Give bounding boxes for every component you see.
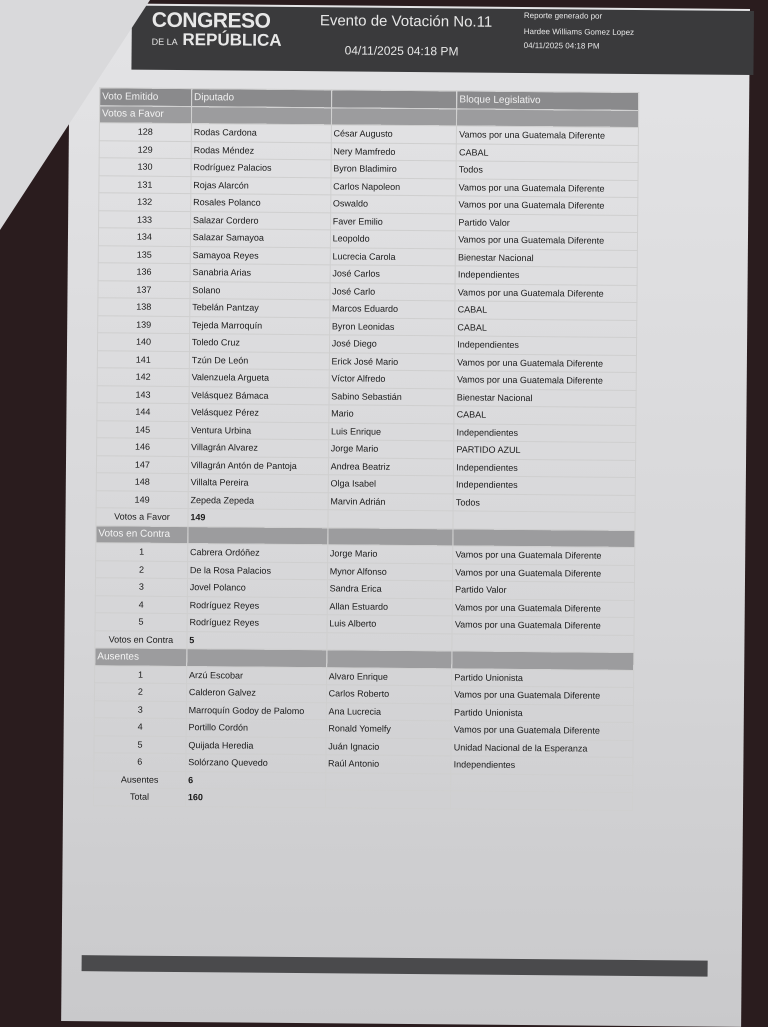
section-total-value: 6 (186, 771, 326, 790)
vote-number: 128 (99, 123, 191, 141)
bloque-legislativo: Bienestar Nacional (455, 248, 637, 267)
vote-number: 135 (98, 245, 190, 263)
vote-number: 142 (97, 368, 189, 386)
bloque-legislativo: Independientes (454, 423, 636, 442)
diputado-apellido: Sanabria Arias (190, 264, 330, 283)
diputado-apellido: Rojas Alarcón (191, 176, 331, 195)
report-date: 04/11/2025 04:18 PM (523, 40, 600, 51)
bloque-legislativo: Todos (453, 493, 635, 512)
vote-number: 6 (94, 753, 186, 771)
vote-number: 5 (95, 613, 187, 631)
votes-table (93, 87, 639, 810)
vote-number: 148 (96, 473, 188, 491)
diputado-nombre: Olga Isabel (328, 475, 454, 494)
section-total-value: 149 (188, 509, 328, 528)
column-header-voto: Voto Emitido (100, 88, 192, 106)
section-title: Votos a Favor (99, 105, 191, 123)
diputado-apellido: Calderon Galvez (186, 684, 326, 703)
vote-number: 149 (96, 490, 188, 508)
diputado-apellido: Salazar Cordero (190, 211, 330, 230)
diputado-nombre: Lucrecia Carola (330, 247, 456, 266)
grand-total-label: Total (94, 788, 186, 806)
vote-number: 130 (99, 158, 191, 176)
bloque-legislativo: Vamos por una Guatemala Diferente (456, 231, 638, 250)
logo-top-text: CONGRESO (151, 8, 271, 33)
column-header-bloque: Bloque Legislativo (457, 91, 639, 110)
diputado-apellido: Toledo Cruz (189, 334, 329, 353)
diputado-apellido: Villalta Pereira (188, 474, 328, 493)
vote-number: 1 (95, 665, 187, 683)
diputado-apellido: Valenzuela Argueta (189, 369, 329, 388)
diputado-nombre: Carlos Roberto (326, 685, 452, 704)
diputado-apellido: Arzú Escobar (186, 666, 326, 685)
diputado-nombre: Mynor Alfonso (327, 562, 453, 581)
vote-number: 133 (99, 210, 191, 228)
vote-number: 145 (97, 420, 189, 438)
bloque-legislativo: Independientes (454, 458, 636, 477)
section-total-label: Ausentes (94, 770, 186, 788)
bloque-legislativo: Independientes (451, 756, 633, 775)
bloque-legislativo: Independientes (455, 266, 637, 285)
vote-number: 144 (97, 403, 189, 421)
logo-bottom-text: REPÚBLICA (182, 30, 282, 50)
bloque-legislativo: Vamos por una Guatemala Diferente (453, 546, 635, 565)
diputado-apellido: Solano (190, 281, 330, 300)
diputado-nombre: Carlos Napoleon (331, 177, 457, 196)
diputado-apellido: Jovel Polanco (187, 579, 327, 598)
vote-number: 132 (99, 193, 191, 211)
grand-total-value: 160 (185, 789, 325, 808)
vote-number: 146 (97, 438, 189, 456)
vote-number: 4 (95, 595, 187, 613)
diputado-nombre: Jorge Mario (327, 545, 453, 564)
diputado-nombre: Faver Emilio (330, 212, 456, 231)
diputado-nombre: José Carlo (330, 282, 456, 301)
bloque-legislativo: CABAL (455, 301, 637, 320)
vote-number: 3 (95, 578, 187, 596)
bloque-legislativo: PARTIDO AZUL (454, 441, 636, 460)
diputado-apellido: Portillo Cordón (186, 719, 326, 738)
vote-number: 4 (94, 718, 186, 736)
bloque-legislativo: Todos (456, 161, 638, 180)
bloque-legislativo: Partido Valor (453, 581, 635, 600)
footer-bar (82, 955, 708, 976)
bloque-legislativo: Vamos por una Guatemala Diferente (454, 371, 636, 390)
diputado-apellido: Villagrán Alvarez (188, 439, 328, 458)
logo-small-text: DE LA (151, 36, 178, 47)
vote-number: 2 (95, 560, 187, 578)
diputado-nombre: Mario (329, 405, 455, 424)
vote-number: 134 (98, 228, 190, 246)
bloque-legislativo: Vamos por una Guatemala Diferente (453, 563, 635, 582)
bloque-legislativo: Vamos por una Guatemala Diferente (452, 598, 634, 617)
section-total-value: 5 (187, 631, 327, 650)
congreso-logo (152, 10, 282, 49)
bloque-legislativo: Partido Unionista (452, 703, 634, 722)
event-title: Evento de Votación No.11 (319, 12, 493, 31)
diputado-nombre: Ronald Yomelfy (326, 720, 452, 739)
printed-page (61, 3, 750, 1027)
bloque-legislativo: Vamos por una Guatemala Diferente (455, 283, 637, 302)
diputado-apellido: Marroquín Godoy de Palomo (186, 701, 326, 720)
diputado-apellido: Zepeda Zepeda (188, 491, 328, 510)
bloque-legislativo: CABAL (455, 318, 637, 337)
diputado-nombre: José Carlos (330, 265, 456, 284)
bloque-legislativo: Independientes (453, 476, 635, 495)
bloque-legislativo: Vamos por una Guatemala Diferente (456, 196, 638, 215)
bloque-legislativo: CABAL (456, 143, 638, 162)
vote-number: 5 (94, 735, 186, 753)
vote-number: 143 (97, 385, 189, 403)
diputado-apellido: Rosales Polanco (191, 194, 331, 213)
diputado-nombre: Luis Enrique (328, 422, 454, 441)
folded-sheet-corner (0, 0, 150, 230)
vote-number: 138 (98, 298, 190, 316)
diputado-nombre: Oswaldo (330, 195, 456, 214)
vote-number: 147 (96, 455, 188, 473)
bloque-legislativo: CABAL (454, 406, 636, 425)
vote-number: 2 (94, 683, 186, 701)
vote-number: 139 (98, 315, 190, 333)
section-title: Ausentes (95, 648, 187, 666)
diputado-apellido: Tejeda Marroquín (189, 316, 329, 335)
diputado-apellido: Velásquez Bámaca (189, 386, 329, 405)
diputado-nombre: Andrea Beatriz (328, 457, 454, 476)
section-total-label: Votos a Favor (96, 508, 188, 526)
vote-number: 141 (97, 350, 189, 368)
bloque-legislativo: Vamos por una Guatemala Diferente (457, 126, 639, 145)
diputado-nombre: Nery Mamfredo (331, 142, 457, 161)
section-title: Votos en Contra (96, 525, 188, 543)
diputado-nombre: Byron Bladimiro (331, 160, 457, 179)
diputado-apellido: Samayoa Reyes (190, 246, 330, 265)
report-user: Hardee Williams Gomez Lopez (523, 26, 635, 37)
vote-number: 136 (98, 263, 190, 281)
bloque-legislativo: Vamos por una Guatemala Diferente (455, 353, 637, 372)
diputado-nombre: César Augusto (331, 125, 457, 144)
diputado-nombre: Marvin Adrián (328, 492, 454, 511)
diputado-nombre: Erick José Mario (329, 352, 455, 371)
diputado-apellido: Ventura Urbina (189, 421, 329, 440)
diputado-apellido: Villagrán Antón de Pantoja (188, 456, 328, 475)
vote-number: 131 (99, 175, 191, 193)
diputado-nombre: Allan Estuardo (327, 597, 453, 616)
column-header-diputado: Diputado (191, 89, 331, 108)
diputado-apellido: Rodríguez Reyes (187, 614, 327, 633)
diputado-apellido: Rodríguez Palacios (191, 159, 331, 178)
diputado-apellido: Cabrera Ordóñez (188, 544, 328, 563)
vote-number: 3 (94, 700, 186, 718)
bloque-legislativo: Vamos por una Guatemala Diferente (456, 178, 638, 197)
bloque-legislativo: Vamos por una Guatemala Diferente (451, 721, 633, 740)
bloque-legislativo: Partido Valor (456, 213, 638, 232)
vote-number: 140 (97, 333, 189, 351)
diputado-apellido: Rodas Cardona (191, 124, 331, 143)
diputado-nombre: Alvaro Enrique (326, 667, 452, 686)
bloque-legislativo: Partido Unionista (452, 668, 634, 687)
diputado-nombre: Leopoldo (330, 230, 456, 249)
diputado-apellido: Velásquez Pérez (189, 404, 329, 423)
diputado-nombre: Raúl Antonio (325, 755, 451, 774)
diputado-apellido: Tzún De León (189, 351, 329, 370)
diputado-nombre: Sandra Erica (327, 580, 453, 599)
diputado-apellido: Salazar Samayoa (190, 229, 330, 248)
diputado-apellido: Tebelán Pantzay (190, 299, 330, 318)
diputado-nombre: Byron Leonidas (329, 317, 455, 336)
diputado-apellido: Quijada Heredia (186, 736, 326, 755)
diputado-nombre: Ana Lucrecia (326, 702, 452, 721)
diputado-nombre: Juán Ignacio (326, 737, 452, 756)
vote-number: 1 (96, 543, 188, 561)
report-label: Reporte generado por (523, 10, 603, 21)
diputado-nombre: Jorge Mario (328, 440, 454, 459)
grand-total-row (94, 788, 633, 810)
diputado-nombre: José Diego (329, 335, 455, 354)
diputado-apellido: Rodas Méndez (191, 141, 331, 160)
diputado-nombre: Marcos Eduardo (329, 300, 455, 319)
bloque-legislativo: Bienestar Nacional (454, 388, 636, 407)
diputado-apellido: Rodríguez Reyes (187, 596, 327, 615)
bloque-legislativo: Vamos por una Guatemala Diferente (452, 616, 634, 635)
diputado-nombre: Sabino Sebastián (329, 387, 455, 406)
diputado-apellido: De la Rosa Palacios (187, 561, 327, 580)
bloque-legislativo: Independientes (455, 336, 637, 355)
section-total-label: Votos en Contra (95, 630, 187, 648)
vote-number: 137 (98, 280, 190, 298)
bloque-legislativo: Unidad Nacional de la Esperanza (451, 738, 633, 757)
report-header (131, 6, 754, 75)
diputado-nombre: Víctor Alfredo (329, 370, 455, 389)
bloque-legislativo: Vamos por una Guatemala Diferente (452, 686, 634, 705)
event-date: 04/11/2025 04:18 PM (344, 43, 459, 59)
vote-number: 129 (99, 140, 191, 158)
diputado-nombre: Luis Alberto (327, 615, 453, 634)
diputado-apellido: Solórzano Quevedo (186, 754, 326, 773)
